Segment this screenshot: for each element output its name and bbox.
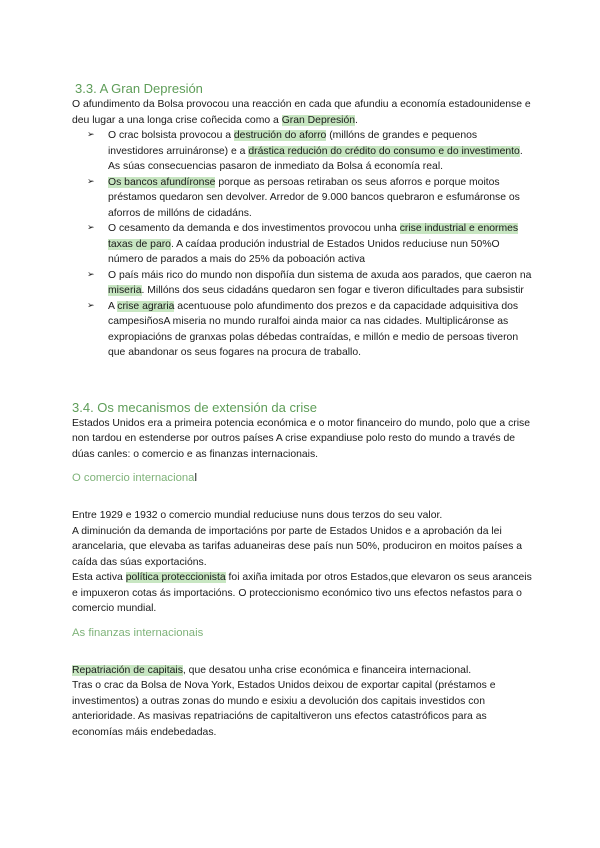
section-3-3-intro: O afundimento da Bolsa provocou una reacción en cada que afundiu a economía estadounidense e deu lugar a una longa crise coñecida como a Gran Depresión. <box>72 99 531 126</box>
comercio-heading: O comercio internacional <box>72 472 197 484</box>
comercio-paragraph-2: A diminución da demanda de importacións por parte de Estados Unidos e a aprobación da lei arancelaria, que elevaba as tarifas aduaneiras dese país nun 50%, produciron en moitos países a caída das súas exportacións. <box>72 525 522 568</box>
highlight-text: drástica redución do crédito do consumo e do investimento <box>248 145 520 157</box>
highlight-text: crise agraria <box>117 300 175 312</box>
list-item: ➢ A crise agraria acentuouse polo afundimento dos prezos e da capacidade adquisitiva dos campesiñosA miseria no mundo ruralfoi ainda maior ca nas cidades. Multiplicáronse as expropiacións de granxas polas débedas contraídas, e millón e medio de persoas tiveron que abandonar os seus fogares na procura de traballo. <box>87 300 519 358</box>
comercio-paragraph-3: Esta activa política proteccionista foi axiña imitada por otros Estados,que elevaron os seus aranceis e impuxeron cotas ás importacións. O proteccionismo económico tivo uns efectos nefastos para o comercio mundial. <box>72 572 532 614</box>
comercio-paragraph-1: Entre 1929 e 1932 o comercio mundial reduciuse nuns dous terzos do seu valor. <box>72 510 443 521</box>
highlight-text: miseria <box>108 285 142 296</box>
highlight-text: crise industrial e enormes taxas de paro <box>108 223 519 250</box>
finanzas-paragraph-2: Tras o crac da Bolsa de Nova York, Estados Unidos deixou de exportar capital (préstamos e investimentos) a outras zonas do mundo e esixiu a devolución dos capitais investidos con anterioridade. As masivas repatriacións de capitaltiveron uns efectos catastróficos para as economías máis endebedadas. <box>72 680 496 738</box>
highlight-repatriacion: Repatriación de capitais <box>72 664 183 676</box>
list-item: ➢ O crac bolsista provocou a destrución do aforro (millóns de grandes e pequenos investidores arruináronse) e a drástica redución do crédito do consumo e do investimento. As súas consecuencias pasaron de inmediato da Bolsa á economía real. <box>87 130 523 172</box>
consequences-list <box>72 128 532 361</box>
page-content <box>72 80 532 740</box>
list-item: ➢ O país máis rico do mundo non dispoñía dun sistema de axuda aos parados, que caeron na miseria. Millóns dos seus cidadáns quedaron sen fogar e tiveron dificultades para subsistir <box>87 269 532 296</box>
finanzas-paragraph-1: Repatriación de capitais, que desatou unha crise económica e financeira internacional. <box>72 664 472 676</box>
highlight-text: destrución do aforro <box>233 130 327 141</box>
arrow-bullet-icon: ➢ <box>87 300 95 311</box>
highlight-text: Os bancos afundíronse <box>108 176 216 188</box>
list-item: ➢ O cesamento da demanda e dos investimentos provocou unha crise industrial e enormes taxas de paro. A caídaa produción industrial de Estados Unidos reduciuse nun 50%O número de parados a mais do 25% da poboación activa <box>87 223 519 265</box>
arrow-bullet-icon: ➢ <box>87 130 95 140</box>
section-3-4-heading: 3.4. Os mecanismos de extensión da crise <box>72 399 317 415</box>
section-3-3-heading: 3.3. A Gran Depresión <box>75 81 203 96</box>
highlight-gran-depresion: Gran Depresión <box>281 114 356 126</box>
finanzas-heading: As finanzas internacionais <box>72 626 204 639</box>
section-3-4-intro: Estados Unidos era a primeira potencia económica e o motor financeiro do mundo, polo que a crise non tardou en estenderse por outros países A crise expandiuse polo resto do mundo a través de dúas canles: o comercio e as finanzas internacionais. <box>72 417 531 460</box>
highlight-politica-proteccionista: política proteccionista <box>125 572 226 583</box>
arrow-bullet-icon: ➢ <box>87 176 95 187</box>
arrow-bullet-icon: ➢ <box>87 269 95 280</box>
arrow-bullet-icon: ➢ <box>87 223 95 233</box>
list-item: ➢ Os bancos afundíronse porque as persoas retiraban os seus aforros e porque moitos préstamos quedaron sen devolver. Arredor de 9.000 bancos quebraron e esfumáronse os aforros de millóns de cidadáns. <box>87 176 520 219</box>
